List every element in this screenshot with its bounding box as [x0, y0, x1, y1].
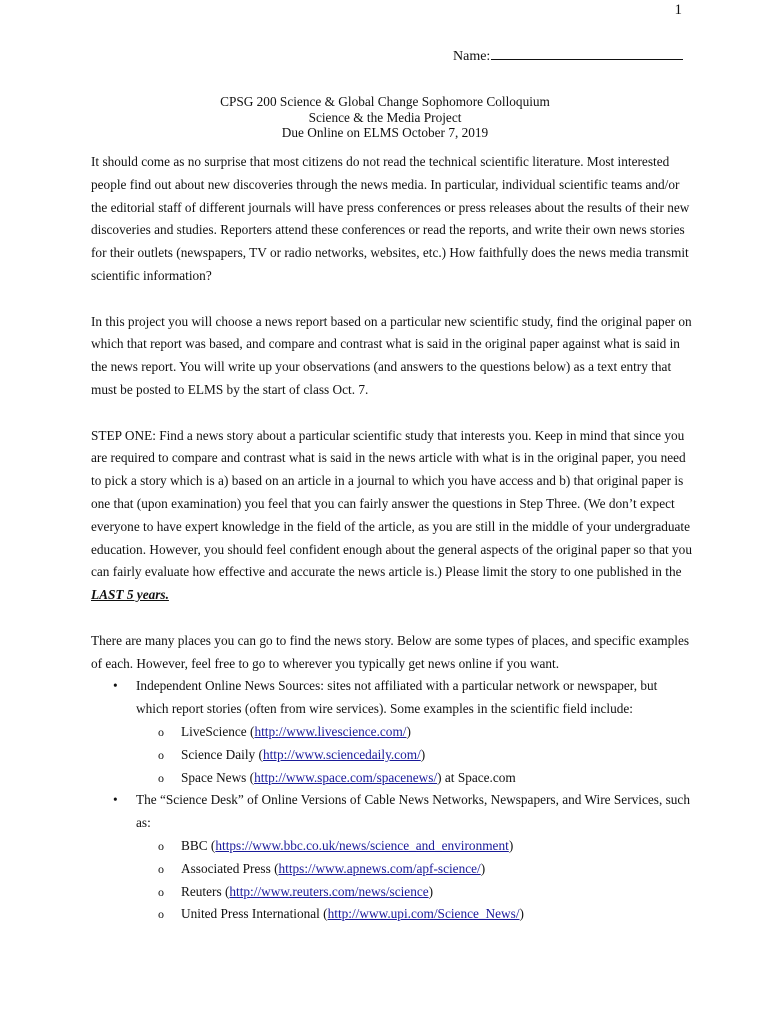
- list-item: o Science Daily (http://www.sciencedaily.com/): [91, 744, 693, 767]
- sub-list: [136, 835, 693, 926]
- reuters-link[interactable]: http://www.reuters.com/news/science: [229, 883, 429, 899]
- circle-bullet-icon: o: [158, 838, 164, 853]
- sub-list: [136, 721, 693, 789]
- circle-bullet-icon: o: [158, 907, 164, 922]
- bullet-icon: •: [113, 678, 118, 694]
- bbc-link[interactable]: https://www.bbc.co.uk/news/science_and_environment: [215, 837, 509, 853]
- course-title: CPSG 200 Science & Global Change Sophomore Colloquium: [220, 94, 550, 109]
- circle-bullet-icon: o: [158, 724, 164, 739]
- name-label: Name:: [453, 49, 491, 64]
- bullet-text: Independent Online News Sources: sites not affiliated with a particular network or newspaper, but which report stories (often from wire services). Some examples in the scientific field include:: [136, 678, 658, 717]
- list-item: o Reuters (http://www.reuters.com/news/science): [91, 881, 693, 904]
- list-item: o United Press International (http://www.upi.com/Science_News/): [91, 903, 693, 926]
- document-header: [0, 94, 770, 141]
- step-one-paragraph: [91, 425, 693, 607]
- source-type-list: [91, 675, 693, 926]
- step-one-text: STEP ONE: Find a news story about a particular scientific study that interests you. Keep in mind that since you are required to compare and contrast what is said in the news article with what is in the original paper, you need to pick a story which is a) based on an article in a journal to which you have access and b) that original paper is one that (upon examination) you feel that you can fairly answer the questions in Step Three. (We don’t expect everyone to have expert knowledge in the field of the article, as you are still in the middle of your undergraduate education. However, you should feel confident enough about the general aspects of the original paper so that you can fairly evaluate how effective and accurate the news article is.) Please limit the story to one published in the: [91, 427, 692, 580]
- upi-link[interactable]: http://www.upi.com/Science_News/: [327, 906, 520, 922]
- list-item: o Space News (http://www.space.com/spacenews/) at Space.com: [91, 767, 693, 790]
- list-item: o LiveScience (http://www.livescience.com/): [91, 721, 693, 744]
- bullet-text: The “Science Desk” of Online Versions of Cable News Networks, Newspapers, and Wire Services, such as:: [136, 792, 690, 831]
- list-item: o BBC (https://www.bbc.co.uk/news/science_and_environment): [91, 835, 693, 858]
- intro-paragraph: It should come as no surprise that most citizens do not read the technical scientific literature. Most interested people find out about new discoveries through the news media. In particular, individual scientific teams and/or the editorial staff of different journals will have press conferences or press releases about the results of their new discoveries and studies. Reporters attend these conferences or read the reports, and write their own news stories for their outlets (newspapers, TV or radio networks, websites, etc.) How faithfully does the news media transmit scientific information?: [91, 154, 690, 283]
- list-item: o Associated Press (https://www.apnews.com/apf-science/): [91, 858, 693, 881]
- circle-bullet-icon: o: [158, 861, 164, 876]
- ap-link[interactable]: https://www.apnews.com/apf-science/: [278, 860, 481, 876]
- bullet-icon: •: [113, 792, 118, 808]
- sciencedaily-link[interactable]: http://www.sciencedaily.com/: [262, 746, 421, 762]
- list-item: [91, 789, 693, 926]
- livescience-link[interactable]: http://www.livescience.com/: [254, 723, 407, 739]
- sources-paragraph: There are many places you can go to find the news story. Below are some types of places, and specific examples of each. However, feel free to go to wherever you typically get news online if you want.: [91, 632, 690, 671]
- project-title: Science & the Media Project: [308, 109, 462, 125]
- name-field: [453, 46, 683, 65]
- circle-bullet-icon: o: [158, 770, 164, 785]
- step-one-emphasis: LAST 5 years.: [91, 587, 169, 603]
- document-body: [91, 151, 693, 926]
- circle-bullet-icon: o: [158, 884, 164, 899]
- page-number: 1: [674, 2, 682, 18]
- name-blank-line: [491, 46, 683, 60]
- spacenews-link[interactable]: http://www.space.com/spacenews/: [254, 769, 438, 785]
- due-date: Due Online on ELMS October 7, 2019: [281, 125, 489, 140]
- circle-bullet-icon: o: [158, 747, 164, 762]
- list-item: [91, 675, 693, 789]
- project-paragraph: In this project you will choose a news report based on a particular new scientific study, find the original paper on which that report was based, and compare and contrast what is said in the original paper against what is said in the news report. You will write up your observations (and answers to the questions below) as a text entry that must be posted to ELMS by the start of class Oct. 7.: [91, 313, 692, 397]
